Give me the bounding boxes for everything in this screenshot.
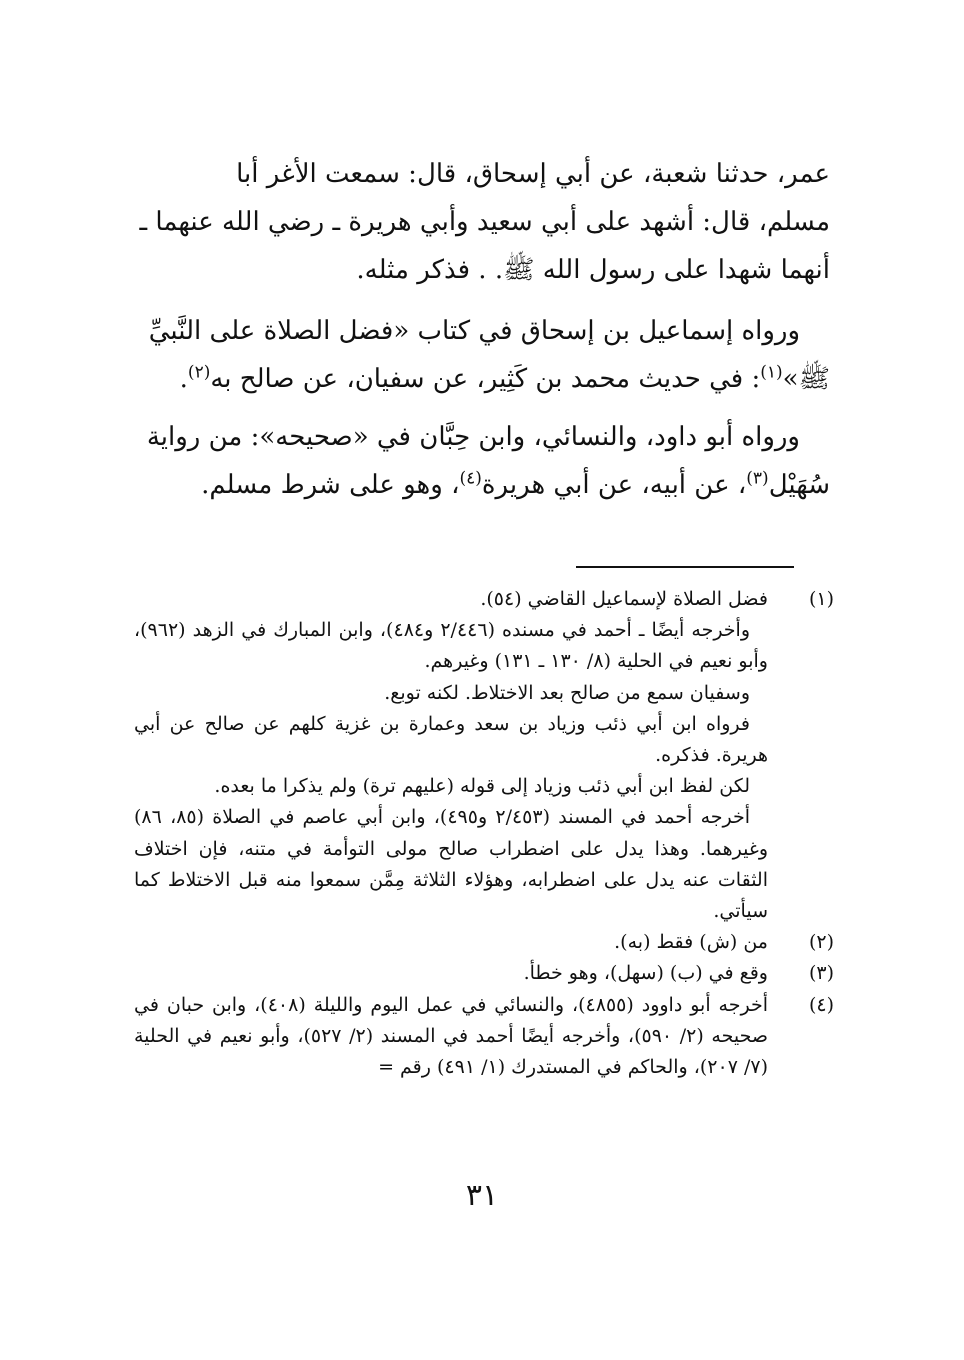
footnote-text: من (ش) فقط (به). <box>614 931 768 954</box>
text-line: ورواه إسماعيل بن إسحاق في كتاب «فضل الصلاة على النَّبيِّ <box>148 316 800 346</box>
footnote-number: (٤) <box>808 993 834 1016</box>
footnote-subparagraph: فرواه ابن أبي ذئب وزياد بن سعد وعمارة بن غزية كلهم عن صالح عن أبي هريرة. فذكره. <box>134 712 768 767</box>
footnote-text: فضل الصلاة لإسماعيل القاضي (٥٤). <box>480 588 768 610</box>
text-line: ورواه أبو داود، والنسائي، وابن حِبَّان في «صحيحه»: من رواية <box>146 422 800 452</box>
footnote-subparagraph: أخرجه أحمد في المسند (٢/٤٥٣ و٤٩٥)، وابن أبي عاصم في الصلاة (٨٥، ٨٦) وغيرهما. وهذا يدل على اضطراب صالح مولى التوأمة في متنه، فإن اختلاف الثقات عنه يدل على اضطرابه، وهؤلاء الثلاثة مِمَّن سمعوا منه قبل الاختلاط كما سيأتي. <box>134 806 768 923</box>
footnote-text: وقع في (ب) (سهل)، وهو خطأ. <box>523 962 768 985</box>
footnote-4 <box>134 990 834 1084</box>
paragraph-2 <box>134 307 830 403</box>
footnote-subparagraph: وأخرجه أيضًا ـ أحمد في مسنده (٢/٤٤٦ و٤٨٤)، وابن المبارك في الزهد (٩٦٢)، وأبو نعيم في الحلية (٨/ ١٣٠ ـ ١٣١) وغيرهم. <box>134 619 768 673</box>
footnote-subparagraph: لكن لفظ ابن أبي ذئب وزياد إلى قوله (عليهم ترة) ولم يذكرا ما بعده. <box>214 775 750 798</box>
footnote-1 <box>134 584 834 927</box>
paragraph-1 <box>134 150 830 294</box>
footnotes <box>134 584 834 1083</box>
text-segment: ، عن أبيه، عن أبي هريرة <box>481 470 747 500</box>
text-segment: ﷺ» <box>782 364 830 394</box>
footnote-ref-4[interactable]: (٤) <box>459 468 482 489</box>
footnote-ref-1[interactable]: (١) <box>760 362 783 383</box>
footnote-number: (١) <box>808 588 834 610</box>
footnote-number: (٣) <box>808 962 834 985</box>
footnote-ref-3[interactable]: (٣) <box>746 468 769 489</box>
footnote-3 <box>134 958 834 989</box>
text-line: عمر، حدثنا شعبة، عن أبي إسحاق، قال: سمعت الأغر أبا <box>236 159 830 189</box>
text-segment: سُهَيْل <box>768 470 830 500</box>
text-line: أنهما شهدا على رسول الله ﷺ. . فذكر مثله. <box>356 255 830 285</box>
paragraph-3 <box>134 413 830 509</box>
footnote-separator <box>576 566 794 568</box>
text-segment: : في حديث محمد بن كَثِير، عن سفيان، عن صالح به <box>210 364 761 394</box>
text-line <box>134 461 830 509</box>
footnote-text: أخرجه أبو داوود (٤٨٥٥)، والنسائي في عمل اليوم والليلة (٤٠٨)، وابن حبان في صحيحه (٢/ ٥٩٠)، وأخرجه أيضًا أحمد في المسند (٢/ ٥٢٧)، وأبو نعيم في الحلية (٧/ ٢٠٧)، والحاكم في المستدرك (١/ ٤٩١) رقم = <box>134 993 768 1079</box>
text-line: مسلم، قال: أشهد على أبي سعيد وأبي هريرة ـ رضي الله عنهما ـ <box>139 207 830 237</box>
page-number: ٣١ <box>465 1178 499 1213</box>
footnote-ref-2[interactable]: (٢) <box>187 362 211 383</box>
text-line <box>134 355 830 403</box>
text-segment: ، وهو على شرط مسلم. <box>201 470 460 500</box>
footnote-number: (٢) <box>808 931 834 954</box>
footnote-2 <box>134 927 834 958</box>
text-segment: . <box>179 364 188 394</box>
footnote-subparagraph: وسفيان سمع من صالح بعد الاختلاط. لكنه توبع. <box>384 681 750 704</box>
